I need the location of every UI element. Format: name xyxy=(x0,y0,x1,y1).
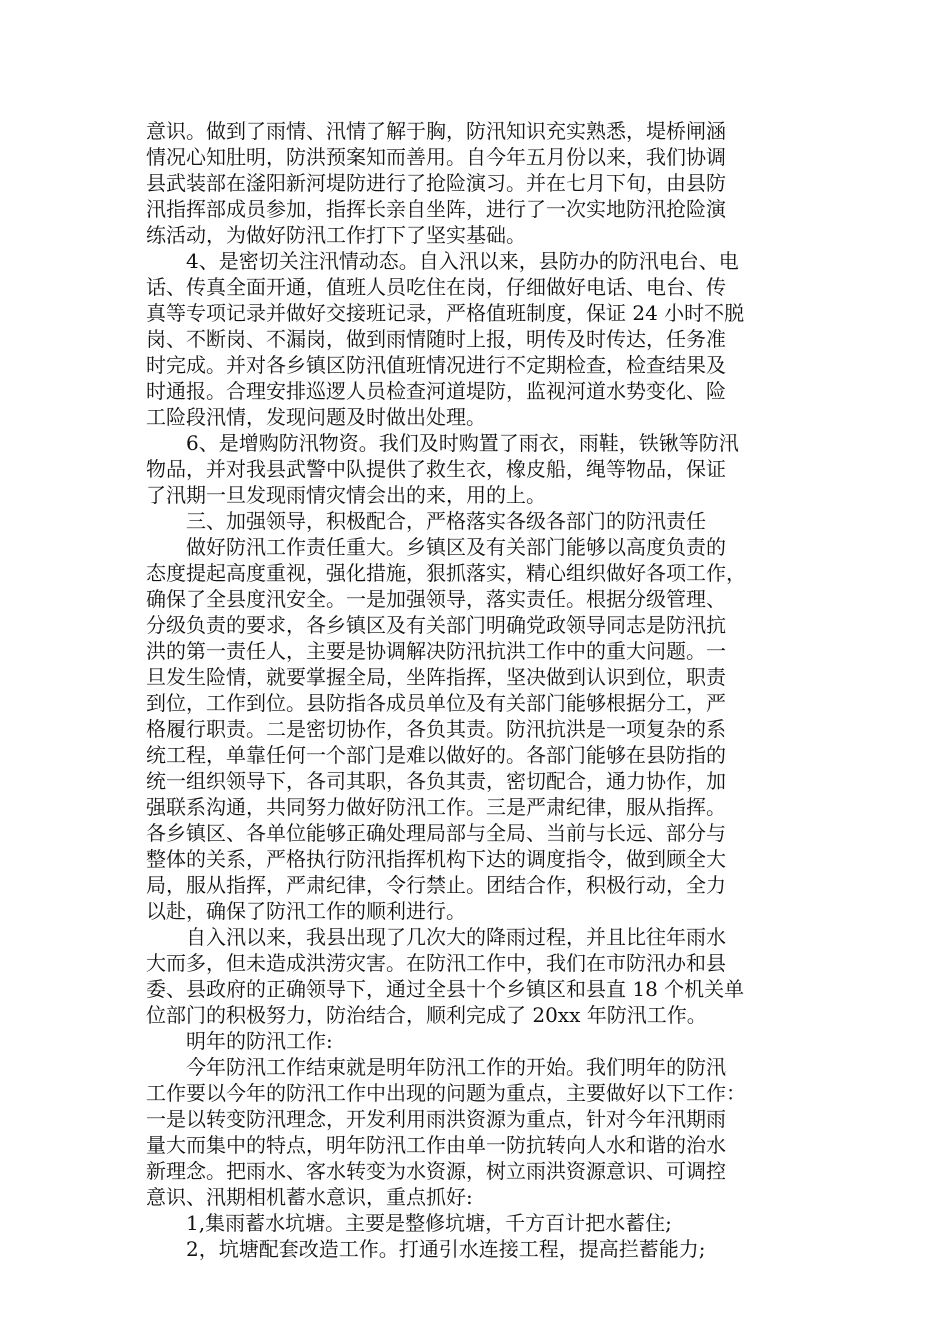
text-line: 三、加强领导，积极配合，严格落实各级各部门的防汛责任 xyxy=(186,509,706,533)
text-line: 意识、汛期相机蓄水意识，重点抓好: xyxy=(146,1185,473,1209)
text-line: 量大而集中的特点，明年防汛工作由单一防抗转向人水和谐的治水 xyxy=(146,1133,726,1157)
text-line: 大而多，但未造成洪涝灾害。在防汛工作中，我们在市防汛办和县 xyxy=(146,951,726,975)
text-line: 局，服从指挥，严肃纪律，令行禁止。团结合作，积极行动，全力 xyxy=(146,873,726,897)
text-line: 工险段汛情，发现问题及时做出处理。 xyxy=(146,405,486,429)
text-line: 各乡镇区、各单位能够正确处理局部与全局、当前与长远、部分与 xyxy=(146,821,726,845)
text-line: 新理念。把雨水、客水转变为水资源，树立雨洪资源意识、可调控 xyxy=(146,1159,726,1183)
text-line: 今年防汛工作结束就是明年防汛工作的开始。我们明年的防汛 xyxy=(186,1055,726,1079)
text-line: 县武装部在滏阳新河堤防进行了抢险演习。并在七月下旬，由县防 xyxy=(146,171,726,195)
text-line: 明年的防汛工作: xyxy=(186,1029,333,1053)
text-line: 态度提起高度重视，强化措施，狠抓落实，精心组织做好各项工作， xyxy=(146,561,746,585)
text-line: 2，坑塘配套改造工作。打通引水连接工程，提高拦蓄能力; xyxy=(186,1237,706,1261)
text-line: 以赴，确保了防汛工作的顺利进行。 xyxy=(146,899,466,923)
text-line: 了汛期一旦发现雨情灾情会出的来，用的上。 xyxy=(146,483,546,507)
text-line: 工作要以今年的防汛工作中出现的问题为重点，主要做好以下工作： xyxy=(146,1081,746,1105)
text-line: 意识。做到了雨情、汛情了解于胸，防汛知识充实熟悉，堤桥闸涵 xyxy=(146,119,726,143)
text-line: 1,集雨蓄水坑塘。主要是整修坑塘，千方百计把水蓄住; xyxy=(186,1211,672,1235)
text-line: 格履行职责。二是密切协作，各负其责。防汛抗洪是一项复杂的系 xyxy=(146,717,726,741)
text-line: 汛指挥部成员参加，指挥长亲自坐阵，进行了一次实地防汛抢险演 xyxy=(146,197,726,221)
text-line: 强联系沟通，共同努力做好防汛工作。三是严肃纪律，服从指挥。 xyxy=(146,795,726,819)
text-line: 岗、不断岗、不漏岗，做到雨情随时上报，明传及时传达，任务准 xyxy=(146,327,726,351)
text-line: 一是以转变防汛理念，开发利用雨洪资源为重点，针对今年汛期雨 xyxy=(146,1107,726,1131)
text-line: 物品，并对我县武警中队提供了救生衣，橡皮船，绳等物品，保证 xyxy=(146,457,726,481)
text-line: 情况心知肚明，防洪预案知而善用。自今年五月份以来，我们协调 xyxy=(146,145,726,169)
text-line: 真等专项记录并做好交接班记录，严格值班制度，保证 24 小时不脱 xyxy=(146,301,745,325)
text-line: 位部门的积极努力，防治结合，顺利完成了 20xx 年防汛工作。 xyxy=(146,1003,707,1027)
text-line: 做好防汛工作责任重大。乡镇区及有关部门能够以高度负责的 xyxy=(186,535,726,559)
text-line: 统一组织领导下，各司其职，各负其责，密切配合，通力协作，加 xyxy=(146,769,726,793)
text-line: 自入汛以来，我县出现了几次大的降雨过程，并且比往年雨水 xyxy=(186,925,726,949)
text-line: 4、是密切关注汛情动态。自入汛以来，县防办的防汛电台、电 xyxy=(186,249,739,273)
text-line: 话、传真全面开通，值班人员吃住在岗，仔细做好电话、电台、传 xyxy=(146,275,726,299)
text-line: 练活动，为做好防汛工作打下了坚实基础。 xyxy=(146,223,526,247)
document-body xyxy=(146,118,822,1262)
text-line: 整体的关系，严格执行防汛指挥机构下达的调度指令，做到顾全大 xyxy=(146,847,726,871)
text-line: 6、是增购防汛物资。我们及时购置了雨衣，雨鞋，铁锹等防汛 xyxy=(186,431,739,455)
text-line: 到位，工作到位。县防指各成员单位及有关部门能够根据分工，严 xyxy=(146,691,726,715)
text-line: 统工程，单靠任何一个部门是难以做好的。各部门能够在县防指的 xyxy=(146,743,726,767)
text-line: 委、县政府的正确领导下，通过全县十个乡镇区和县直 18 个机关单 xyxy=(146,977,745,1001)
text-line: 分级负责的要求，各乡镇区及有关部门明确党政领导同志是防汛抗 xyxy=(146,613,726,637)
text-line: 洪的第一责任人，主要是协调解决防汛抗洪工作中的重大问题。一 xyxy=(146,639,726,663)
text-line: 时通报。合理安排巡逻人员检查河道堤防，监视河道水势变化、险 xyxy=(146,379,726,403)
text-line: 旦发生险情，就要掌握全局，坐阵指挥，坚决做到认识到位，职责 xyxy=(146,665,726,689)
text-line: 时完成。并对各乡镇区防汛值班情况进行不定期检查，检查结果及 xyxy=(146,353,726,377)
text-line: 确保了全县度汛安全。一是加强领导，落实责任。根据分级管理、 xyxy=(146,587,726,611)
